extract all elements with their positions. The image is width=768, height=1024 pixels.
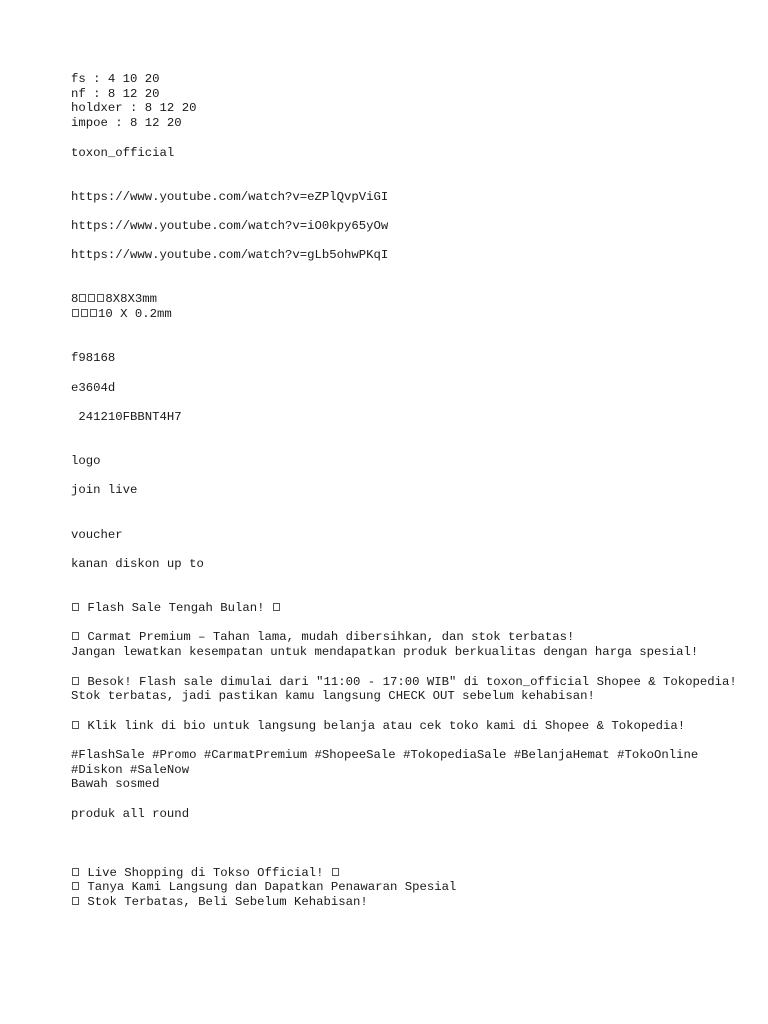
dimension-value-2: 10 X 0.2mm: [98, 307, 172, 322]
dimension-value-1: 8X8X3mm: [105, 292, 158, 307]
emoji-placeholder-icon: [72, 897, 79, 905]
promo-paragraph-3: Klik link di bio untuk langsung belanja atau cek toko kami di Shopee & Tokopedia!: [71, 719, 751, 734]
emoji-placeholder-icon: [72, 721, 79, 729]
emoji-placeholder-icon: [72, 677, 79, 685]
note-bawah-sosmed: Bawah sosmed: [71, 777, 160, 792]
missing-glyph-icon: [79, 294, 86, 302]
dimension-line-1: [71, 292, 751, 307]
color-code-2: e3604d: [71, 380, 116, 395]
missing-glyph-icon: [81, 309, 88, 317]
order-code: 241210FBBNT4H7: [71, 410, 182, 424]
note-logo: logo: [71, 454, 101, 469]
emoji-placeholder-icon: [72, 868, 79, 876]
dimension-prefix: 8: [71, 292, 79, 307]
emoji-placeholder-icon: [72, 882, 79, 890]
youtube-link-2: https://www.youtube.com/watch?v=iO0kpy65yOw: [71, 218, 389, 233]
spec-nf: nf : 8 12 20: [71, 86, 160, 101]
dimension-line-2: [71, 307, 751, 322]
spec-fs: fs : 4 10 20: [71, 72, 160, 86]
emoji-placeholder-icon: [72, 603, 79, 611]
note-kanan: kanan diskon up to: [71, 556, 204, 571]
youtube-link-3: https://www.youtube.com/watch?v=gLb5ohwPKqI: [71, 248, 389, 263]
live-title: Live Shopping di Tokso Official!: [71, 866, 751, 881]
emoji-placeholder-icon: [72, 632, 79, 640]
account-name: toxon_official: [71, 145, 175, 160]
promo-paragraph-1: Carmat Premium – Tahan lama, mudah dibersihkan, dan stok terbatas!: [71, 630, 751, 645]
color-code-1: f98168: [71, 351, 116, 366]
emoji-placeholder-icon: [332, 868, 339, 876]
document-body: [71, 72, 751, 910]
promo-hashtags: #FlashSale #Promo #CarmatPremium #ShopeeSale #TokopediaSale #BelanjaHemat #TokoOnline #Diskon #SaleNow: [71, 747, 706, 777]
spec-holdxer: holdxer : 8 12 20: [71, 101, 197, 116]
spec-impoe: impoe : 8 12 20: [71, 116, 182, 131]
promo-paragraph-2: Besok! Flash sale dimulai dari "11:00 - 17:00 WIB" di toxon_official Shopee & Tokopedia!: [71, 675, 751, 690]
youtube-link-1: https://www.youtube.com/watch?v=eZPlQvpViGI: [71, 189, 389, 204]
note-join-live: join live: [71, 483, 138, 498]
missing-glyph-icon: [90, 309, 97, 317]
missing-glyph-icon: [72, 309, 79, 317]
emoji-placeholder-icon: [273, 603, 280, 611]
note-voucher: voucher: [71, 527, 123, 542]
promo-paragraph-1b: Jangan lewatkan kesempatan untuk mendapatkan produk berkualitas dengan harga spesial!: [71, 645, 699, 660]
promo-paragraph-2b: Stok terbatas, jadi pastikan kamu langsung CHECK OUT sebelum kehabisan!: [71, 689, 595, 704]
live-line-3: Stok Terbatas, Beli Sebelum Kehabisan!: [71, 895, 751, 910]
live-line-2: Tanya Kami Langsung dan Dapatkan Penawaran Spesial: [71, 880, 751, 895]
promo-title: Flash Sale Tengah Bulan!: [71, 601, 751, 616]
note-produk: produk all round: [71, 806, 190, 821]
missing-glyph-icon: [97, 294, 104, 302]
missing-glyph-icon: [88, 294, 95, 302]
